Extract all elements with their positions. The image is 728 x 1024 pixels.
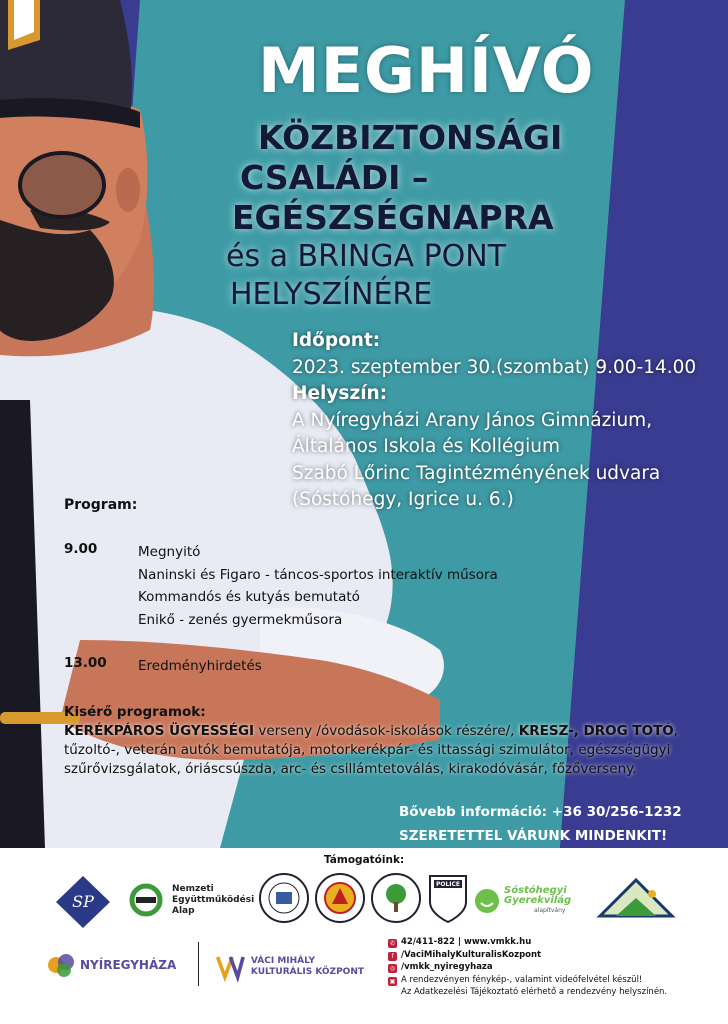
nea-line: Nemzeti xyxy=(172,883,214,894)
contact-notice-text: A rendezvényen fénykép-, valamint videófelvétel készül! xyxy=(401,974,643,985)
program-label: Program: xyxy=(64,497,138,513)
contact-instagram xyxy=(388,961,667,974)
side-program-highlight: KRESZ-, DROG TOTÓ xyxy=(518,723,674,739)
time-label: Időpont: xyxy=(292,330,381,351)
contact-phone-web-text: 42/411-822 | www.vmkk.hu xyxy=(401,937,532,947)
subtitle2-line-1: és a BRINGA PONT xyxy=(226,239,507,274)
side-program-text: verseny /óvodások-iskolások részére/, xyxy=(254,723,519,739)
contact-info xyxy=(388,936,667,999)
police-logo xyxy=(426,872,470,924)
nea-icon xyxy=(128,882,164,918)
event-info xyxy=(292,328,696,514)
nea-line: Alap xyxy=(172,905,195,916)
nea-logo xyxy=(128,880,258,920)
contact-facebook xyxy=(388,949,667,962)
side-programs-label: Kisérő programok: xyxy=(64,704,206,720)
program-time: 13.00 xyxy=(64,655,107,671)
subtitle-line-2: CSALÁDI – xyxy=(240,158,429,197)
sponsors-section xyxy=(0,848,728,1024)
nyiregyhaza-logo xyxy=(46,950,186,980)
mountain-logo xyxy=(596,876,676,924)
sp-logo xyxy=(52,874,114,930)
welcome-text: SZERETETTEL VÁRUNK MINDENKIT! xyxy=(399,828,668,844)
vmkk-icon xyxy=(214,952,245,982)
vmkk-text xyxy=(251,956,364,978)
program-item: Enikő - zenés gyermekműsora xyxy=(138,611,343,628)
program-item: Kommandós és kutyás bemutató xyxy=(138,589,360,605)
program-item: Megnyitó xyxy=(138,544,201,560)
sostohegyi-line: alapítvány xyxy=(534,907,566,914)
more-info xyxy=(399,800,682,848)
side-program-text: , tűzoltó-, veterán autók bemutatója, motorkerékpár- és ittassági szimulátor, egészségügyi szűrővizsgálatok, óriáscsúszda, arc- és csillámtetoválás, kirakodóvásár, főzőverseny. xyxy=(64,723,679,777)
seal-logo-2 xyxy=(314,872,366,924)
place-line: Szabó Lőrinc Tagintézményének udvara xyxy=(292,462,661,484)
event-subtitle-secondary xyxy=(226,238,506,314)
program-items xyxy=(138,541,498,631)
contact-instagram-text: /vmkk_nyiregyhaza xyxy=(401,962,493,972)
subtitle2-line-2: HELYSZÍNÉRE xyxy=(230,277,433,312)
more-info-phone: Bővebb információ: +36 30/256-1232 xyxy=(399,804,682,820)
side-program-highlight: KERÉKPÁROS ÜGYESSÉGI xyxy=(64,723,255,739)
seal-logo-3 xyxy=(370,872,422,924)
seal-logo-1 xyxy=(258,872,310,924)
instagram-icon: ◎ xyxy=(389,965,396,972)
vmkk-line: VÁCI MIHÁLY xyxy=(250,956,315,966)
program-item: Naninski és Figaro - táncos-sportos interaktív műsora xyxy=(138,566,498,583)
time-value: 2023. szeptember 30.(szombat) 9.00-14.00 xyxy=(292,356,697,378)
place-label: Helyszín: xyxy=(292,383,388,404)
subtitle-line-3: EGÉSZSÉGNAPRA xyxy=(232,198,554,237)
side-programs-text xyxy=(64,722,724,779)
nyiregyhaza-icon xyxy=(46,950,76,980)
sponsors-title: Támogatóink: xyxy=(324,854,405,866)
page-title: MEGHÍVÓ xyxy=(258,34,595,107)
contact-facebook-text: /VaciMihalyKulturalisKozpont xyxy=(401,949,542,960)
camera-icon: ▣ xyxy=(389,977,396,985)
sostohegyi-line: Sóstóhegyi xyxy=(504,885,567,896)
place-line: (Sóstóhegy, Igrice u. 6.) xyxy=(292,489,514,510)
police-text: POLICE xyxy=(435,881,461,888)
nea-text xyxy=(172,884,254,917)
contact-phone-web xyxy=(388,936,667,949)
facebook-icon: f xyxy=(388,952,397,961)
subtitle-line-1: KÖZBIZTONSÁGI xyxy=(258,118,563,157)
divider xyxy=(198,942,199,986)
nyiregyhaza-text: NYÍREGYHÁZA xyxy=(80,958,177,972)
event-subtitle xyxy=(232,118,562,238)
program-time: 9.00 xyxy=(64,541,98,557)
phone-icon: ✆ xyxy=(389,940,396,947)
svg-text:SP: SP xyxy=(72,892,94,911)
sostohegyi-text xyxy=(504,886,571,916)
contact-notice: Az Adatkezelési Tájékoztató elérhető a rendezvény helyszínén. xyxy=(401,987,668,997)
contact-notice xyxy=(388,974,667,987)
sostohegyi-logo xyxy=(474,884,594,918)
place-line: Általános Iskola és Kollégium xyxy=(292,436,560,457)
place-line: A Nyíregyházi Arany János Gimnázium, xyxy=(292,409,653,431)
program-items xyxy=(138,655,262,678)
smile-icon xyxy=(474,888,500,914)
sostohegyi-line: Gyerekvilág xyxy=(504,895,572,906)
program-item: Eredményhirdetés xyxy=(138,658,262,674)
vmkk-logo xyxy=(214,950,364,984)
vmkk-line: KULTURÁLIS KÖZPONT xyxy=(250,967,364,977)
nea-line: Együttműködési xyxy=(172,894,255,905)
